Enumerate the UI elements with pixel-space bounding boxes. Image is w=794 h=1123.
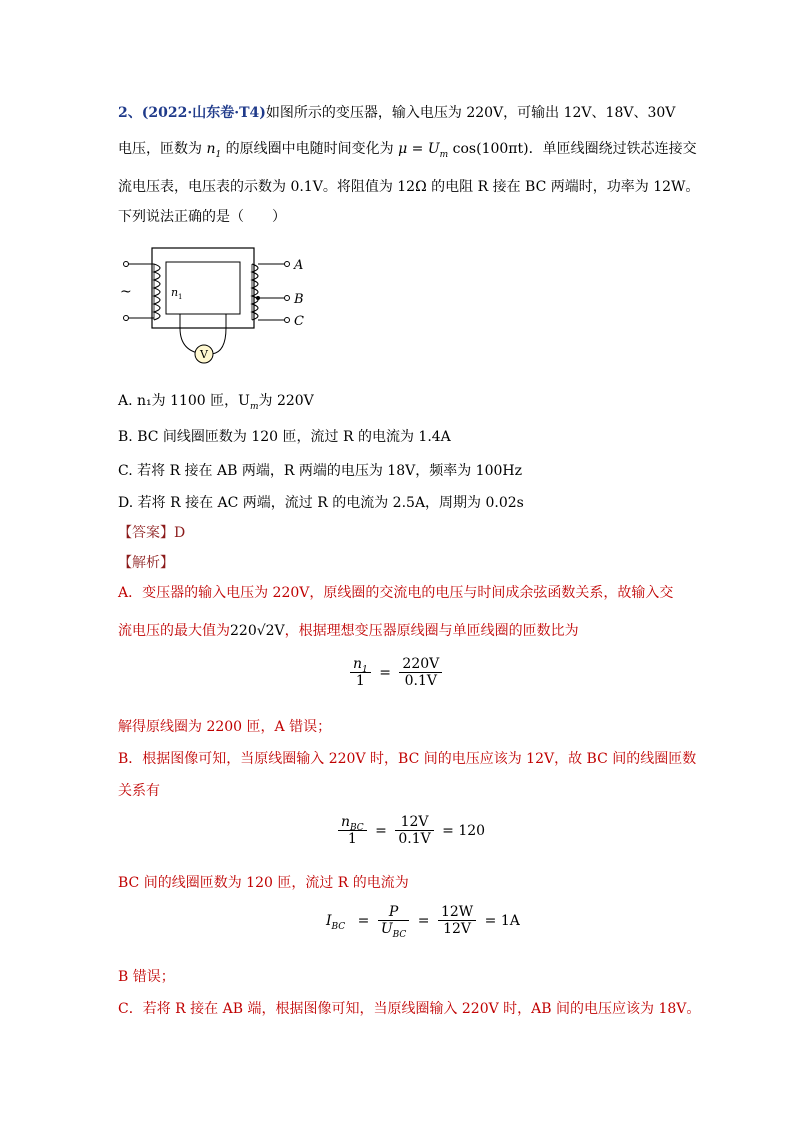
analysis-a-line-3: 解得原线圈为 2200 匝，A 错误；: [118, 719, 332, 735]
analysis-b-line-2: 关系有: [118, 783, 160, 799]
eq2-rnum: 12V: [395, 814, 433, 831]
eq3-lhs-sub: BC: [331, 921, 346, 932]
eq2-den: 1: [347, 831, 357, 847]
eq3-f2-num: 12W: [438, 904, 476, 921]
eq2-result: = 120: [442, 822, 486, 839]
option-a: [118, 390, 314, 410]
coil-label: n: [171, 286, 179, 299]
question-text-2b: 的原线圈中电随时间变化为: [225, 141, 394, 157]
n1-symbol: n: [206, 141, 216, 157]
question-number: 2、: [118, 105, 142, 121]
analysis-c-line-1: C．若将 R 接在 AB 端，根据图像可知，当原线圈输入 220V 时，AB 间的电压应该为 18V。: [118, 1001, 701, 1017]
analysis-a2-post: ，根据理想变压器原线圈与单匝线圈的匝数比为: [284, 623, 579, 639]
option-a-text: A. n₁为 1100 匝，U: [118, 393, 250, 409]
answer-label: 【答案】: [118, 525, 174, 541]
eq1-rnum: 220V: [399, 656, 442, 673]
option-b: B. BC 间线圈匝数为 120 匝，流过 R 的电流为 1.4A: [118, 429, 451, 445]
eq3-result: = 1A: [484, 912, 520, 929]
answer-line: [118, 522, 185, 542]
eq1-den: 1: [355, 673, 365, 689]
analysis-a-line-1: A．变压器的输入电压为 220V，原线圈的交流电的电压与时间成余弦函数关系，故输入交: [118, 585, 674, 601]
eq2-rden: 0.1V: [398, 831, 431, 847]
n1-subscript: 1: [215, 150, 222, 160]
analysis-b-line-3: BC 间的线圈匝数为 120 匝，流过 R 的电流为: [118, 875, 409, 891]
terminal-a-label: A: [294, 258, 304, 273]
question-text-2a: 电压，匝数为: [118, 141, 202, 157]
current-formula-end: cos(100πt): [452, 141, 529, 157]
question-line-2: [118, 138, 697, 158]
eq3-f2-den: 12V: [443, 921, 472, 937]
eq3-f1-den-sub: BC: [392, 930, 407, 940]
eq2-n: n: [341, 814, 351, 830]
analysis-a-line-2: [118, 620, 579, 640]
option-c: C. 若将 R 接在 AB 两端，R 两端的电压为 18V，频率为 100Hz: [118, 463, 522, 479]
eq1-rden: 0.1V: [404, 673, 438, 689]
voltmeter-label: V: [200, 348, 208, 361]
analysis-b-line-4: B 错误；: [118, 969, 175, 985]
eq3-f1-num: P: [378, 904, 409, 921]
eq1-n-sub: 1: [362, 665, 368, 675]
equation-2: $\frac{n_{BC}}{1}$ = $\frac{12V}{0.1V}$ = 120: [338, 814, 489, 847]
formula-subscript: m: [439, 150, 449, 160]
eq1-n: n: [353, 656, 363, 672]
analysis-a2-pre: 流电压的最大值为: [118, 623, 230, 639]
terminal-c-label: C: [294, 314, 304, 329]
analysis-b-line-1: B．根据图像可知，当原线圈输入 220V 时，BC 间的电压应该为 12V，故 BC 间的线圈匝数: [118, 751, 697, 767]
ac-symbol: ~: [120, 284, 132, 300]
equation-3: $I_{BC}$ = $\frac{P}{U_{BC}}$ = $\frac{12W}{12V}$ = 1A: [326, 904, 520, 940]
transformer-diagram: [118, 240, 318, 375]
eq3-f1-den: U: [380, 921, 393, 937]
coil-label-sub: 1: [178, 293, 183, 301]
question-source: (2022·山东卷·T4): [141, 105, 266, 121]
eq2-n-sub: BC: [350, 823, 364, 833]
question-line-1: [118, 102, 675, 122]
equation-1: $\frac{n_1}{1}$ = $\frac{220V}{0.1V}$: [350, 656, 442, 689]
question-text-1: 如图所示的变压器，输入电压为 220V，可输出 12V、18V、30V: [265, 105, 676, 121]
option-d: D. 若将 R 接在 AC 两端，流过 R 的电流为 2.5A，周期为 0.02s: [118, 495, 524, 511]
option-a-end: 为 220V: [258, 393, 314, 409]
analysis-label: 【解析】: [118, 555, 174, 571]
max-voltage-value: 220√2V: [230, 623, 285, 639]
answer-value: D: [174, 525, 186, 541]
question-text-2c: ．单匝线圈绕过铁芯连接交: [528, 141, 697, 157]
question-line-3: 流电压表，电压表的示数为 0.1V。将阻值为 12Ω 的电阻 R 接在 BC 两端时，功率为 12W。: [118, 179, 700, 195]
question-line-4: 下列说法正确的是（ ）: [118, 209, 286, 225]
option-a-sub: m: [249, 402, 259, 412]
terminal-b-label: B: [294, 292, 304, 307]
eq3-lhs: I: [326, 912, 332, 929]
current-formula: μ = U: [398, 141, 440, 157]
